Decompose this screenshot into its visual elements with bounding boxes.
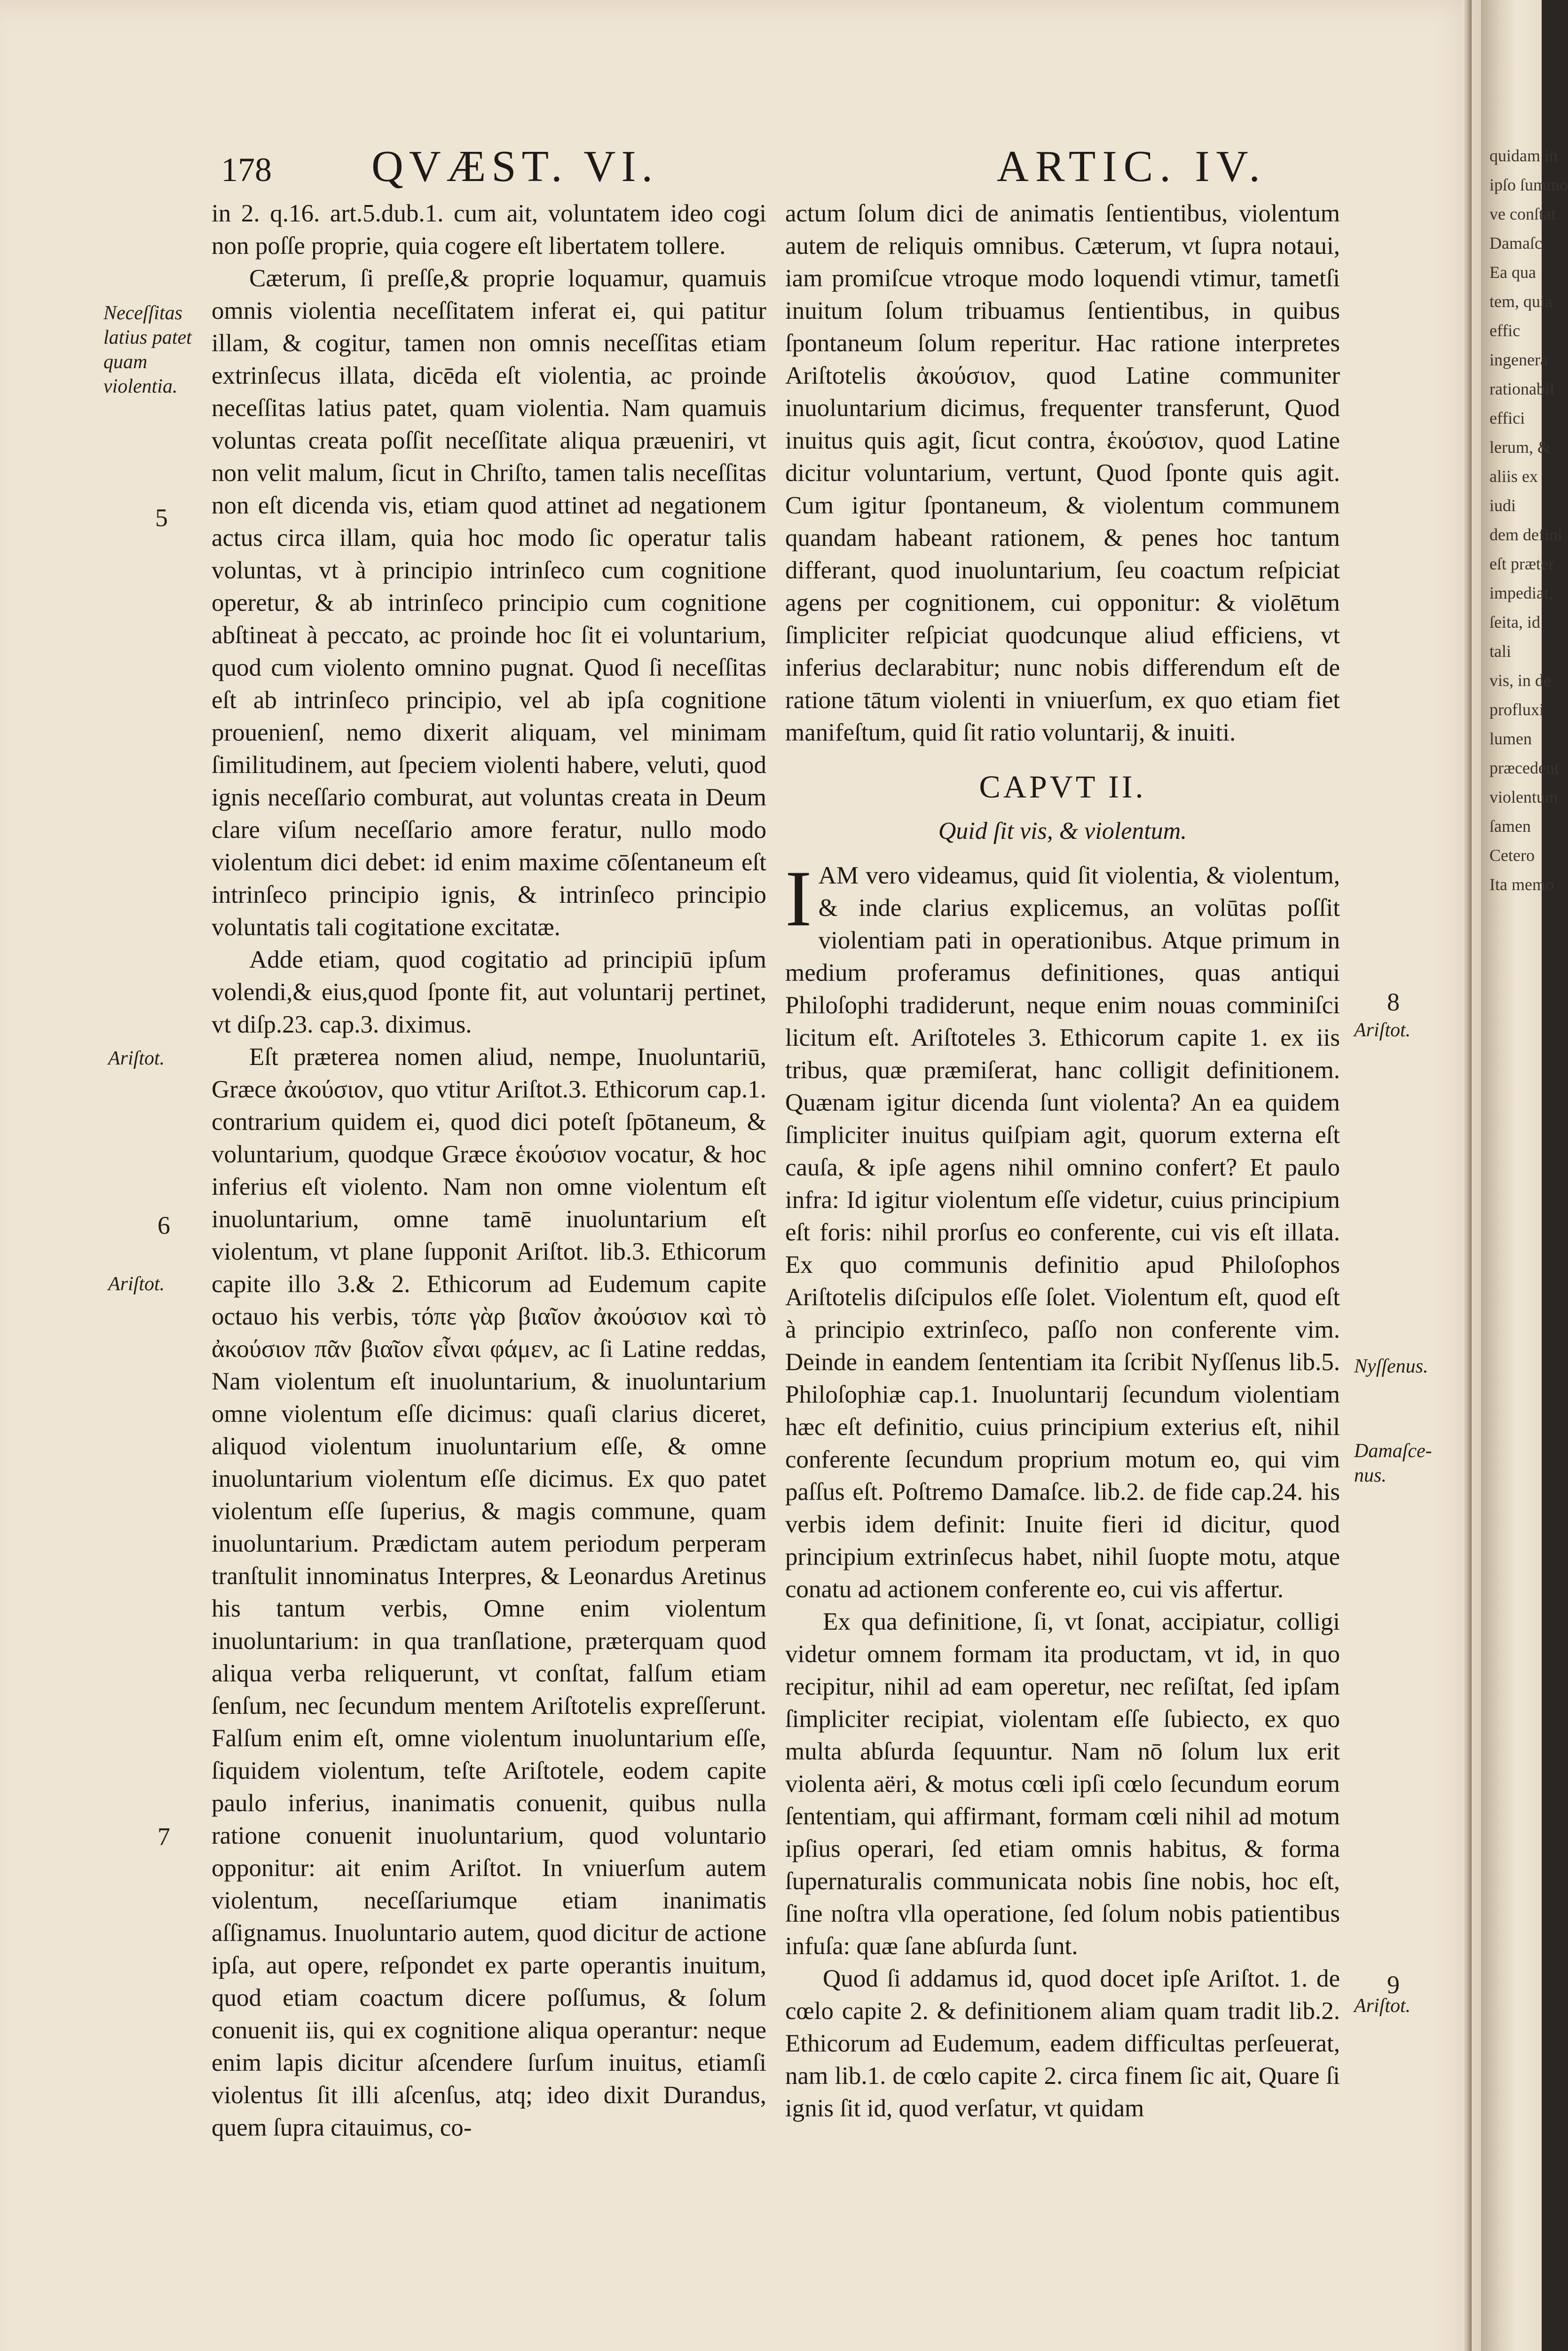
edge-fragment: præcedent (1489, 758, 1559, 777)
edge-fragment: effici (1489, 409, 1525, 427)
paragraph: Quod ſi addamus id, quod docet ipſe Ariſtot. 1. de cœlo capite 2. & definitionem aliam quam tradit lib.2. Ethicorum ad Eudemum, eadem difficultas perſeuerat, nam lib.1. de cœlo capite 2. circa finem ſic ait, Quare ſi ignis ſit id, quod verſatur, vt quidam (785, 1965, 1340, 2122)
margin-note-aristot-right-2: Ariſtot. (1354, 1995, 1411, 2017)
edge-fragment: tali (1489, 642, 1511, 661)
edge-fragment: profluxi (1489, 700, 1544, 719)
margin-number-7: 7 (158, 1822, 170, 1851)
edge-fragment: lerum, & (1489, 438, 1551, 457)
edge-fragment: ve conſtat (1489, 205, 1556, 223)
edge-fragment: eſt præter (1489, 554, 1554, 573)
running-head-left: QVÆST. VI. (371, 142, 659, 191)
edge-fragment: Damaſc (1489, 234, 1542, 252)
margin-note-aristot-1: Ariſtot. (108, 1048, 165, 1069)
edge-fragment: dem defini (1489, 525, 1562, 544)
edge-fragment: ipſo ſummo (1489, 175, 1568, 194)
edge-fragment: quidam in (1489, 146, 1558, 165)
edge-fragment: ſeita, id (1489, 613, 1540, 631)
margin-note-necessitas: Neceſſitas latius patet quam violentia. (103, 302, 192, 397)
paragraph: Cæterum, ſi preſſe,& proprie loquamur, quamuis omnis violentia neceſſitatem inferat ei, qui patitur illam, & cogitur, tamen non omnis neceſſitas etiam extrinſecus illata, dicēda eſt violentia, ac proinde neceſſitas latius patet, quam violentia. Nam quamuis voluntas creata poſſit neceſſitate aliqua præueniri, vt non velit malum, ſicut in Chriſto, tamen talis neceſſitas non eſt dicenda vis, etiam quod attinet ad negationem actus circa illam, quia hoc modo ſic operatur talis voluntas, vt à principio intrinſeco cum cognitione operetur, & ab intrinſeco principio cum cognitione abſtineat à peccato, ac proinde hoc ſit ei voluntarium, quod cum violento omnino pugnat. Quod ſi neceſſitas eſt ab intrinſeco principio, vel ab ipſa cognitione prouenienſ, nemo dixerit aliquam, vel minimam ſimilitudinem, aut ſpeciem violenti habere, veluti, quod ignis neceſſario comburat, aut voluntas creata in Deum clare viſum neceſſario amore feratur, nullo modo violentum dici debet: id enim maxime cōſentaneum eſt intrinſeco principio ignis, & intrinſeco principio voluntatis tali cogitatione excitatæ. (212, 265, 766, 941)
edge-fragment: lumen (1489, 729, 1532, 748)
chapter-title: CAPVT II. (979, 769, 1146, 805)
edge-fragment: iudi (1489, 496, 1516, 515)
margin-note-aristot-right: Ariſtot. (1354, 1019, 1411, 1041)
paragraph: Adde etiam, quod cogitatio ad principiū ipſum volendi,& eius,quod ſponte fit, aut voluntarij pertinet, vt diſp.23. cap.3. diximus. (212, 946, 766, 1038)
paragraph-text: AM vero videamus, quid ſit violentia, & violentum, & inde clarius explicemus, an volūtas poſſit violentiam pati in operationibus. Atque primum in medium proferamus definitiones, quas antiqui Philoſophi tradiderunt, neque enim nouas comminiſci licitum eſt. Ariſtoteles 3. Ethicorum capite 1. ex iis tribus, quæ præmiſerat, hanc colligit definitionem. Quænam igitur dicenda ſunt violenta? An ea quidem ſimpliciter inuitus quiſpiam agit, quorum externa eſt cauſa, & ipſe agens nihil omnino confert? Et paulo infra: Id igitur violentum eſſe videtur, cuius principium eſt foris: nihil prorſus eo conferente, cui vis eſt illata. Ex quo communis definitio apud Philoſophos Ariſtotelis diſcipulos eſſe ſolet. Violentum eſt, quod eſt à principio extrinſeco, paſſo non conferente vim. Deinde in eandem ſententiam ita ſcribit Nyſſenus lib.5. Philoſophiæ cap.1. Inuoluntarij ſecundum violentiam hæc eſt definitio, cuius principium exterius eſt, nihil conferente ſecundum proprium motum eo, qui vim paſſus eſt. Poſtremo Damaſce. lib.2. de fide cap.24. his verbis idem definit: Inuite fieri id dicitur, quod principium extrinſecus habet, nihil ſuopte motu, atque conatu ad actionem conferente eo, cui vis affertur. (785, 862, 1340, 1603)
page-header (207, 141, 1401, 193)
margin-number-6: 6 (158, 1211, 170, 1239)
edge-fragment: ſamen (1489, 817, 1531, 836)
edge-fragment: Ea qua (1489, 263, 1536, 282)
edge-fragment: Ita memo (1489, 875, 1554, 894)
margin-number-5: 5 (155, 504, 168, 532)
facing-page-text-fragments (1489, 141, 1568, 899)
edge-fragment: vis, in de (1489, 671, 1551, 690)
facing-page-edge (1481, 0, 1568, 2351)
right-column (785, 197, 1340, 2125)
chapter-first-paragraph (785, 854, 1340, 1606)
margin-number-9: 9 (1387, 1971, 1400, 1999)
running-head-right: ARTIC. IV. (997, 142, 1267, 191)
margin-note-nyssenus: Nyſſenus. (1354, 1356, 1428, 1377)
paragraph: actum ſolum dici de animatis ſentientibus, violentum autem de reliquis omnibus. Cæterum, vt ſupra notaui, iam promiſcue vtroque modo loquendi vtimur, tametſi inuitum ſolum tribuamus ſentientibus, in quibus ſpontaneum ſolum reperitur. Hac ratione interpretes Ariſtotelis ἀκούσιον, quod Latine communiter inuoluntarium dicimus, frequenter transferunt, Quod inuitus quis agit, ſicut contra, ἑκούσιον, quod Latine dicitur voluntarium, vertunt, Quod ſponte quis agit. Cum igitur ſpontaneum, & violentum communem quandam habeant rationem, & penes hoc tantum differant, quod inuoluntarium, ſeu coactum reſpiciat agens per cognitionem, cui opponitur: & violētum ſimpliciter reſpiciat quodcunque aliud efficiens, vt inferius declarabitur; nunc nobis differendum eſt de ratione tātum violenti in vniuerſum, ex quo etiam fiet manifeſtum, quid ſit ratio voluntarij, & inuiti. (785, 200, 1340, 746)
page-gutter-shadow (1462, 0, 1472, 2351)
paragraph: in 2. q.16. art.5.dub.1. cum ait, voluntatem ideo cogi non poſſe proprie, quia cogere eſt libertatem tollere. (212, 200, 766, 260)
paragraph: Ex qua definitione, ſi, vt ſonat, accipiatur, colligi videtur omnem formam ita productam, vt id, in quo recipitur, nihil ad eam operetur, nec reſiſtat, ſed ipſam ſimpliciter recipiat, violentam eſſe ſubiecto, ex quo multa abſurda ſequuntur. Nam nō ſolum lux erit violenta aëri, & motus cœli ipſi cœlo ſecundum eorum ſententiam, qui affirmant, formam cœli nihil ad motum ipſius operari, ſed etiam omnis habitus, & forma ſupernaturalis communicata nobis ſine nobis, hoc eſt, ſine noſtra vlla operatione, ſed ſolum nobis patientibus infuſa: quæ ſane abſurda ſunt. (785, 1608, 1340, 1960)
edge-fragment: impediat, (1489, 584, 1553, 602)
chapter-subtitle: Quid ſit vis, & violentum. (938, 818, 1187, 844)
edge-fragment: effic (1489, 321, 1521, 340)
left-column (212, 197, 766, 2144)
drop-cap: I (785, 854, 812, 943)
edge-fragment: Cetero (1489, 846, 1535, 865)
paragraph: Eſt præterea nomen aliud, nempe, Inuoluntariū, Græce ἀκούσιον, quo vtitur Ariſtot.3. Ethicorum cap.1. contrarium quidem ei, quod dici poteſt ſpōtaneum, & voluntarium, quodque Græce ἑκούσιον vocatur, & hoc inferius eſt violento. Nam non omne violentum eſt inuoluntarium, omne tamē inuoluntarium eſt violentum, vt plane ſupponit Ariſtot. lib.3. Ethicorum capite illo 3.& 2. Ethicorum ad Eudemum capite octauo his verbis, τόπε γὰρ βιαῖον ἀκούσιον καὶ τὸ ἀκούσιον πᾶν βιαῖον εἶναι φάμεν, ac ſi Latine reddas, Nam violentum eſt inuoluntarium, & inuoluntarium omne violentum eſſe dicimus: quaſi clarius diceret, aliquod violentum inuoluntarium eſſe, & omne inuoluntarium violentum eſſe dicimus. Ex quo patet violentum eſſe ſuperius, & magis commune, quam inuoluntarium. Prædictam autem periodum perperam tranſtulit innominatus Interpres, & Leonardus Aretinus his tantum verbis, Omne enim violentum inuoluntarium: in qua tranſlatione, præterquam quod aliqua verba reliquerunt, vt conſtat, falſum etiam ſenſum, nec ſecundum mentem Ariſtotelis expreſſerunt. Falſum enim eſt, omne violentum inuoluntarium eſſe, ſiquidem violentum, teſte Ariſtotele, eodem capite paulo inferius, inanimatis conuenit, quibus nulla ratione conuenit inuoluntarium, quod voluntario opponitur: ait enim Ariſtot. In vniuerſum autem violentum, neceſſariumque etiam inanimatis aſſignamus. Inuoluntario autem, quod dicitur de actione ipſa, aut opere, reſpondet ex parte operantis inuitum, quod etiam coactum dicere poſſumus, & ſolum conuenit iis, qui ex cognitione aliqua operantur: neque enim lapis dicitur aſcendere ſurſum inuitus, etiamſi violentus ſit illi aſcenſus, atq; ideo dixit Durandus, quem ſupra citauimus, co- (212, 1043, 766, 2141)
margin-number-8: 8 (1387, 988, 1400, 1016)
page-number: 178 (221, 151, 272, 189)
edge-fragment: aliis ex (1489, 467, 1538, 486)
margin-note-damascenus: Damaſce-nus. (1354, 1440, 1432, 1486)
edge-fragment: rationabil (1489, 379, 1554, 398)
margin-note-aristot-2: Ariſtot. (108, 1273, 165, 1295)
edge-fragment: tem, quia (1489, 292, 1552, 311)
edge-fragment: violentum (1489, 788, 1558, 806)
edge-fragment: ingenera (1489, 350, 1548, 369)
